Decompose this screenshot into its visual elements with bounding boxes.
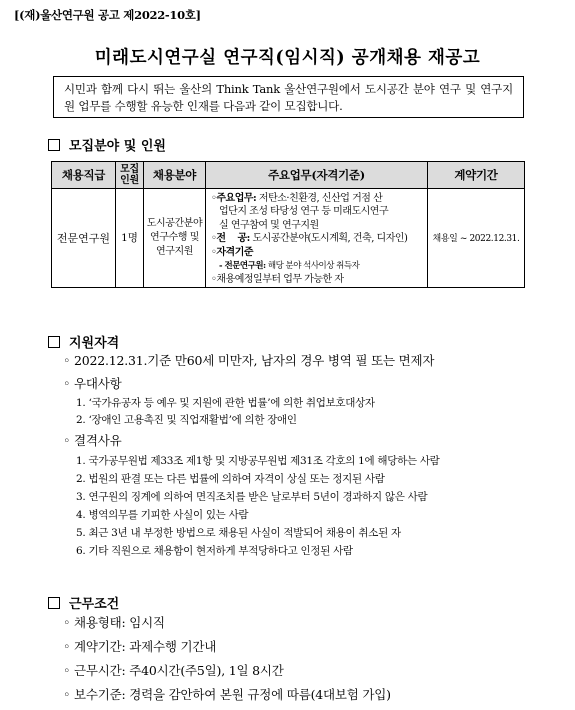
- list-item: 2. 법원의 판결 또는 다른 법률에 의하여 자격이 상실 또는 정지된 사람: [76, 473, 385, 485]
- col-header-duties: 주요업무(자격기준): [206, 162, 428, 189]
- table-row: [52, 189, 525, 288]
- preference-heading: ◦ 우대사항: [63, 376, 122, 391]
- section-recruit-title: 모집분야 및 인원: [69, 139, 166, 154]
- avail-line: ◦채용예정일부터 업무 가능한 자: [211, 274, 344, 286]
- recruit-table-header-row: [52, 162, 525, 189]
- list-item: 6. 기타 직원으로 채용함이 현저하게 부적당하다고 인정된 사람: [76, 545, 353, 557]
- cell-rank: 전문연구원: [52, 189, 116, 288]
- list-item: 3. 연구원의 징계에 의하여 면직조치를 받은 날로부터 5년이 경과하지 않은 사람: [76, 491, 428, 503]
- list-item: 1. 국가공무원법 제33조 제1항 및 지방공무원법 제31조 각호의 1에 해당하는 사람: [76, 455, 440, 467]
- duty-line-2: 업단지 조성 타당성 연구 등 미래도시연구: [219, 206, 389, 218]
- duty-line-3: 실 연구참여 및 연구지원: [219, 219, 319, 231]
- age-requirement: ◦ 2022.12.31.기준 만60세 미만자, 남자의 경우 병역 필 또는 면제자: [63, 353, 435, 368]
- major-line: ◦전 공: 도시공간분야(도시계획, 건축, 디자인): [211, 233, 408, 245]
- page-title: 미래도시연구실 연구직(임시직) 공개채용 재공고: [94, 48, 481, 68]
- list-item: 4. 병역의무를 기피한 사실이 있는 사람: [76, 509, 249, 521]
- col-header-period: 계약기간: [428, 162, 525, 189]
- notice-number: [(재)울산연구원 공고 제2022-10호]: [14, 8, 201, 22]
- qual-sub-line: - 전문연구원: 해당 분야 석사이상 취득자: [219, 261, 360, 272]
- cell-count: 1명: [116, 189, 144, 288]
- cell-field: 도시공간분야 연구수행 및 연구지원: [144, 189, 206, 288]
- section-qualification-title: 지원자격: [69, 336, 120, 351]
- section-conditions-title: 근무조건: [69, 597, 120, 612]
- condition-employment-type: ◦ 채용형태: 임시직: [63, 615, 165, 630]
- qual-line: ◦자격기준: [211, 246, 254, 258]
- checkbox-square-icon: [48, 336, 60, 348]
- section-recruit-heading: [48, 135, 166, 154]
- section-qualification-heading: [48, 332, 119, 351]
- list-item: 1. ‘국가유공자 등 예우 및 지원에 관한 법률’에 의한 취업보호대상자: [76, 397, 375, 409]
- list-item: 2. ‘장애인 고용촉진 및 직업재활법’에 의한 장애인: [76, 414, 297, 426]
- condition-salary: ◦ 보수기준: 경력을 감안하여 본원 규정에 따름(4대보험 가입): [63, 687, 391, 702]
- duty-line-1: ◦주요업무: 저탄소·친환경, 신산업 거점 산: [211, 193, 383, 204]
- col-header-field: 채용분야: [144, 162, 206, 189]
- col-header-count: 모집 인원: [116, 162, 144, 189]
- checkbox-square-icon: [48, 139, 60, 151]
- section-conditions-heading: [48, 593, 119, 612]
- disqualification-heading: ◦ 결격사유: [63, 433, 122, 448]
- condition-contract-period: ◦ 계약기간: 과제수행 기간내: [63, 639, 217, 654]
- checkbox-square-icon: [48, 597, 60, 609]
- intro-box: 시민과 함께 다시 뛰는 울산의 Think Tank 울산연구원에서 도시공간 분야 연구 및 연구지원 업무를 수행할 유능한 인재를 다음과 같이 모집합니다.: [53, 76, 524, 118]
- col-header-rank: 채용직급: [52, 162, 116, 189]
- recruit-table: [51, 161, 525, 288]
- list-item: 5. 최근 3년 내 부정한 방법으로 채용된 사실이 적발되어 채용이 취소된 자: [76, 527, 401, 539]
- cell-period: 채용일 ~ 2022.12.31.: [428, 189, 525, 288]
- condition-work-hours: ◦ 근무시간: 주40시간(주5일), 1일 8시간: [63, 663, 284, 678]
- cell-duties: [206, 189, 428, 288]
